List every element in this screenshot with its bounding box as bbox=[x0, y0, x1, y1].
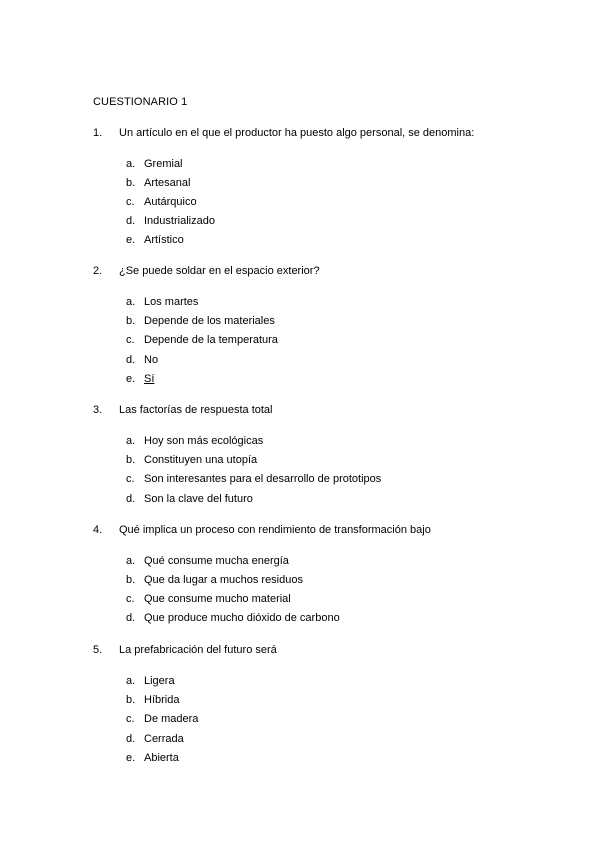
question-number: 2. bbox=[93, 265, 103, 277]
option-letter: e. bbox=[126, 752, 136, 764]
option-letter: d. bbox=[126, 612, 136, 624]
option-letter: c. bbox=[126, 713, 135, 725]
question-text: La prefabricación del futuro será bbox=[119, 644, 277, 656]
option-text: Que da lugar a muchos residuos bbox=[144, 574, 303, 586]
question-1 bbox=[93, 127, 573, 143]
q1-option-b bbox=[126, 177, 526, 193]
option-letter: b. bbox=[126, 694, 136, 706]
option-text: Son interesantes para el desarrollo de prototipos bbox=[144, 473, 382, 485]
q5-option-d bbox=[126, 733, 526, 749]
option-letter: c. bbox=[126, 196, 135, 208]
option-letter: d. bbox=[126, 354, 136, 366]
option-text: Constituyen una utopía bbox=[144, 454, 258, 466]
document-title: CUESTIONARIO 1 bbox=[93, 96, 188, 108]
question-2 bbox=[93, 265, 573, 281]
question-number: 4. bbox=[93, 524, 103, 536]
q1-option-c bbox=[126, 196, 526, 212]
option-letter: d. bbox=[126, 215, 136, 227]
q5-option-c bbox=[126, 713, 526, 729]
q3-option-d bbox=[126, 493, 526, 509]
option-letter: d. bbox=[126, 493, 136, 505]
q2-option-d bbox=[126, 354, 526, 370]
question-4 bbox=[93, 524, 573, 540]
option-letter: b. bbox=[126, 315, 136, 327]
question-text: Las factorías de respuesta total bbox=[119, 404, 273, 416]
option-text: Que produce mucho dióxido de carbono bbox=[144, 612, 340, 624]
option-text: Hoy son más ecológicas bbox=[144, 435, 264, 447]
option-text: Gremial bbox=[144, 158, 183, 170]
option-letter: a. bbox=[126, 675, 136, 687]
option-text: Artístico bbox=[144, 234, 184, 246]
option-letter: c. bbox=[126, 473, 135, 485]
option-text: Cerrada bbox=[144, 733, 184, 745]
q5-option-b bbox=[126, 694, 526, 710]
option-text: Autárquico bbox=[144, 196, 197, 208]
q5-option-a bbox=[126, 675, 526, 691]
option-text: Sí bbox=[144, 373, 155, 385]
option-letter: e. bbox=[126, 234, 136, 246]
option-letter: c. bbox=[126, 593, 135, 605]
option-text: No bbox=[144, 354, 159, 366]
option-letter: a. bbox=[126, 435, 136, 447]
option-text: Depende de los materiales bbox=[144, 315, 275, 327]
q3-option-c bbox=[126, 473, 526, 489]
q2-option-b bbox=[126, 315, 526, 331]
option-letter: a. bbox=[126, 555, 136, 567]
q2-option-e bbox=[126, 373, 526, 389]
q3-option-b bbox=[126, 454, 526, 470]
option-letter: b. bbox=[126, 454, 136, 466]
option-letter: d. bbox=[126, 733, 136, 745]
option-letter: a. bbox=[126, 296, 136, 308]
option-text: Son la clave del futuro bbox=[144, 493, 253, 505]
q2-option-a bbox=[126, 296, 526, 312]
question-5 bbox=[93, 644, 573, 660]
q4-option-d bbox=[126, 612, 526, 628]
q4-option-b bbox=[126, 574, 526, 590]
question-text: Un artículo en el que el productor ha puesto algo personal, se denomina: bbox=[119, 127, 475, 139]
q2-option-c bbox=[126, 334, 526, 350]
option-text: Ligera bbox=[144, 675, 175, 687]
option-text: De madera bbox=[144, 713, 199, 725]
question-number: 3. bbox=[93, 404, 103, 416]
option-letter: b. bbox=[126, 574, 136, 586]
question-3 bbox=[93, 404, 573, 420]
q5-option-e bbox=[126, 752, 526, 768]
q3-option-a bbox=[126, 435, 526, 451]
q4-option-c bbox=[126, 593, 526, 609]
q1-option-d bbox=[126, 215, 526, 231]
option-text: Depende de la temperatura bbox=[144, 334, 278, 346]
q4-option-a bbox=[126, 555, 526, 571]
option-text: Que consume mucho material bbox=[144, 593, 291, 605]
question-text: Qué implica un proceso con rendimiento de transformación bajo bbox=[119, 524, 431, 536]
q1-option-a bbox=[126, 158, 526, 174]
q1-option-e bbox=[126, 234, 526, 250]
option-letter: e. bbox=[126, 373, 136, 385]
option-text: Industrializado bbox=[144, 215, 215, 227]
option-letter: c. bbox=[126, 334, 135, 346]
option-text: Abierta bbox=[144, 752, 179, 764]
option-text: Los martes bbox=[144, 296, 199, 308]
question-number: 1. bbox=[93, 127, 103, 139]
question-number: 5. bbox=[93, 644, 103, 656]
option-letter: a. bbox=[126, 158, 136, 170]
option-text: Qué consume mucha energía bbox=[144, 555, 289, 567]
question-text: ¿Se puede soldar en el espacio exterior? bbox=[119, 265, 320, 277]
option-letter: b. bbox=[126, 177, 136, 189]
option-text: Artesanal bbox=[144, 177, 191, 189]
option-text: Híbrida bbox=[144, 694, 180, 706]
